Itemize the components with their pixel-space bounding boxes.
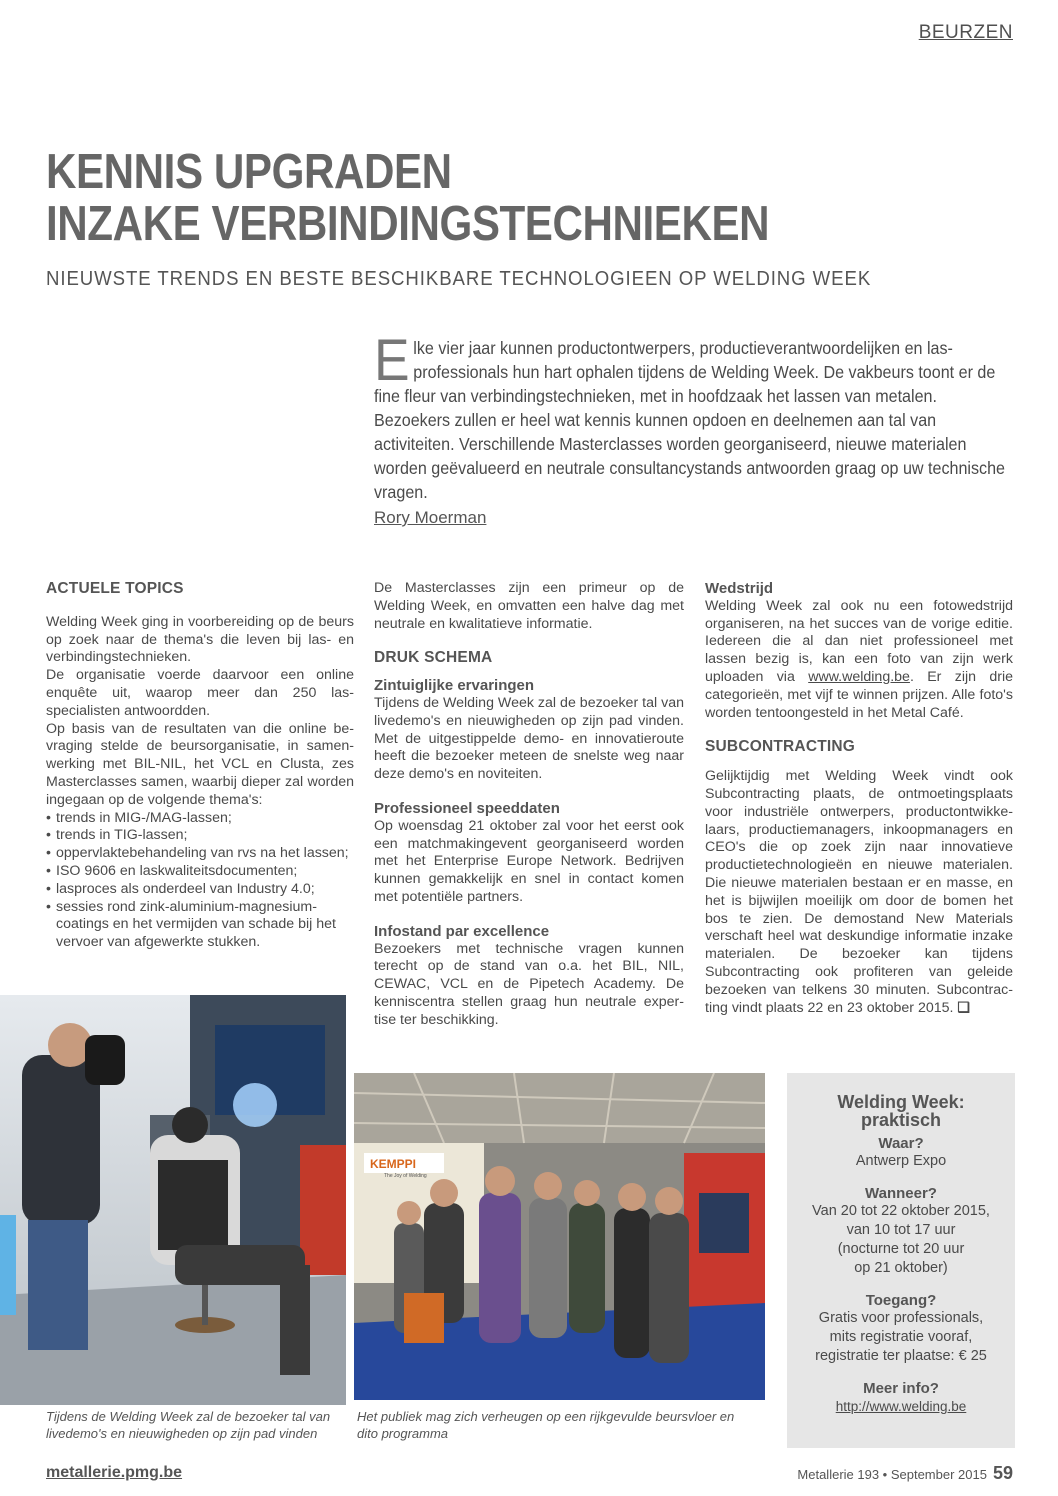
list-item: • trends in TIG-lassen; [46,827,354,845]
infobox-access-line-1: Gratis voor professionals, [818,1310,984,1326]
infobox-info-heading: Meer info? [863,1380,939,1397]
subheading-wedstrijd: Wedstrijd [705,580,774,597]
title-line-2: INZAKE VERBINDINGSTECHNIEKEN [46,197,770,251]
column-1 [46,580,354,952]
subheading-infostand: Infostand par excellence [374,922,550,940]
infobox-access-heading: Toegang? [865,1292,937,1309]
infobox-when-heading: Wanneer? [865,1185,937,1202]
footer-issue [797,1463,1013,1484]
heading-actuele-topics: ACTUELE TOPICS [46,580,184,597]
heading-subcontracting: SUBCONTRACTING [705,738,856,756]
caption-photo-2: Het publiek mag zich verheugen op een rijkgevulde beursvloer en dito programma [357,1409,735,1441]
infobox-when-line-2: van 10 tot 17 uur [846,1222,956,1238]
intro-dropcap: E [374,328,410,393]
col2-paragraph-3: Op woensdag 21 oktober zal voor het eerst ook een matchmakingevent georganiseerd worden met het Enterprise Europe Network. Bedrijven kunnen gemakkelijk en snel in contact komen met potentiële partners. [374,817,684,905]
col2-paragraph-2: Tijdens de Welding Week zal de bezoeker tal van livedemo's en nieuwigheden op zijn pad vinden. Met de uitgestippelde demo- en innovatieroute heeft die bezoeker meteen de snelste weg naar deze demo's en noviteiten. [374,694,684,783]
article-subtitle: NIEUWSTE TRENDS EN BESTE BESCHIKBARE TECHNOLOGIEEN OP WELDING WEEK [46,268,872,290]
photo-welding-demo [0,995,346,1405]
caption-photo-1: Tijdens de Welding Week zal de bezoeker tal van livedemo's en nieuwigheden op zijn pad vinden [46,1409,331,1441]
infobox-where-heading: Waar? [878,1135,924,1152]
infobox-access-line-3: registratie ter plaatse: € 25 [815,1348,987,1364]
article-title [46,146,769,250]
list-item: • sessies rond zink-aluminium-magnesium- coatings en het vermijden van schade bij het vervoer van afgewerkte stukken. [46,899,354,952]
list-item: • lasproces als onderdeel van Industry 4.0; [46,881,354,899]
infobox-when-line-1: Van 20 tot 22 oktober 2015, [812,1203,990,1219]
infobox-when-line-4: op 21 oktober) [854,1260,948,1276]
author-name: Rory Moerman [374,508,487,527]
footer-site-link[interactable]: metallerie.pmg.be [46,1464,183,1481]
col1-paragraph-2: De organisatie voerde daarvoor een online enquête uit, waarop meer dan 250 las- specialisten antwoordden. [46,667,354,719]
intro-text: lke vier jaar kunnen productontwerpers, productieverantwoordelijken en las- professionals hun hart ophalen tijdens de Welding Week. De vakbeurs toont er de fine fleur van verbindingstechnieken, met in hoofdzaak het lassen van metalen. Bezoekers zullen er heel wat kennis kunnen opdoen en deelnemen aan tal van activiteiten. Verschillende Masterclasses worden georganiseerd, nieuwe materialen worden geëvalueerd en neutrale consultancystands antwoorden graag op uw technische vragen. [374,338,1006,502]
col2-paragraph-1: De Masterclasses zijn een primeur op de Welding Week, en omvatten een halve dag met neutrale en kwalitatieve informatie. [374,580,684,632]
photo-exhibition-floor [354,1073,765,1400]
column-2 [374,580,684,1030]
footer-issue-text: Metallerie 193 • September 2015 [797,1467,987,1482]
infobox-link[interactable]: http://www.welding.be [835,1399,967,1414]
topics-list [46,810,354,952]
subheading-professioneel-speeddaten: Professioneel speeddaten [374,799,560,817]
col3-paragraph-1: Welding Week zal ook nu een fotowedstrijd organiseren, na het succes van de vorige editie. Iedereen die al dan niet professioneel met lassen bezig is, kan een foto van zijn werk uploaden via www.welding.be. Er zijn drie categorieën, met vijf te winnen prijzen. Alle foto's worden tentoongesteld in het Metal Café. [705,597,1014,721]
col2-paragraph-4: Bezoekers met technische vragen kunnen terecht op de stand van o.a. het BIL, NIL, CEWAC, VCL en de Pipetech Academy. De kenniscentra stellen graag hun neutrale exper- tise ter beschikking. [374,940,684,1028]
info-box [787,1073,1015,1448]
heading-druk-schema: DRUK SCHEMA [374,649,493,667]
infobox-access-line-2: mits registratie vooraf, [829,1329,973,1345]
end-of-article-icon: ❏ [957,999,971,1016]
booth-sign-subtext: The Joy of Welding [384,1173,427,1179]
col1-paragraph-3: Op basis van de resultaten van die online be- vraging stelde de beursorganisatie, in samen- werking met BIL-NIL, het VCL en Clusta, zes Masterclasses samen, waarbij dieper zal worden ingegaan op de volgende thema's: [46,720,354,808]
infobox-where-text: Antwerp Expo [855,1153,947,1169]
column-3 [705,580,1013,1017]
col1-paragraph-1: Welding Week ging in voorbereiding op de beurs op zoek naar de thema's die leven bij las- en verbindingstechnieken. [46,613,354,666]
col3-paragraph-2: Gelijktijdig met Welding Week vindt ook Subcontracting plaats, de ontmoetingsplaats voor industriële ontwerpers, productontwikke- laars, productiemanagers, inkoopmanagers en CEO's die op zoek zijn naar innovatieve productietechnologieën en nieuwe materialen. Die nieuwe materialen bestaan er en masse, en het is bijwijlen moeilijk om door de bomen het bos te zien. De demostand New Materials verschaft heel wat deskundige informatie inzake materialen. De bezoeker kan tijdens Subcontracting ook profiteren van geleide bezoeken van telkens 30 minuten. Subcontrac- ting vindt plaats 22 en 23 oktober 2015. ❏ [705,768,1013,1016]
list-item: • ISO 9606 en laskwaliteitsdocumenten; [46,863,354,881]
list-item: • oppervlaktebehandeling van rvs na het lassen; [46,845,354,863]
infobox-title: Welding Week: praktisch [837,1092,965,1130]
intro-paragraph [374,328,1006,504]
booth-sign-text: KEMPPI [370,1157,417,1171]
page-number: 59 [992,1463,1013,1483]
section-label: BEURZEN [918,22,1013,43]
subheading-zintuiglijke-ervaringen: Zintuiglijke ervaringen [374,677,535,695]
infobox-when-line-3: (nocturne tot 20 uur [837,1241,965,1257]
welding-link[interactable]: www.welding.be [808,668,910,685]
list-item: • trends in MIG-/MAG-lassen; [46,810,354,828]
title-line-1: KENNIS UPGRADEN [46,145,452,199]
